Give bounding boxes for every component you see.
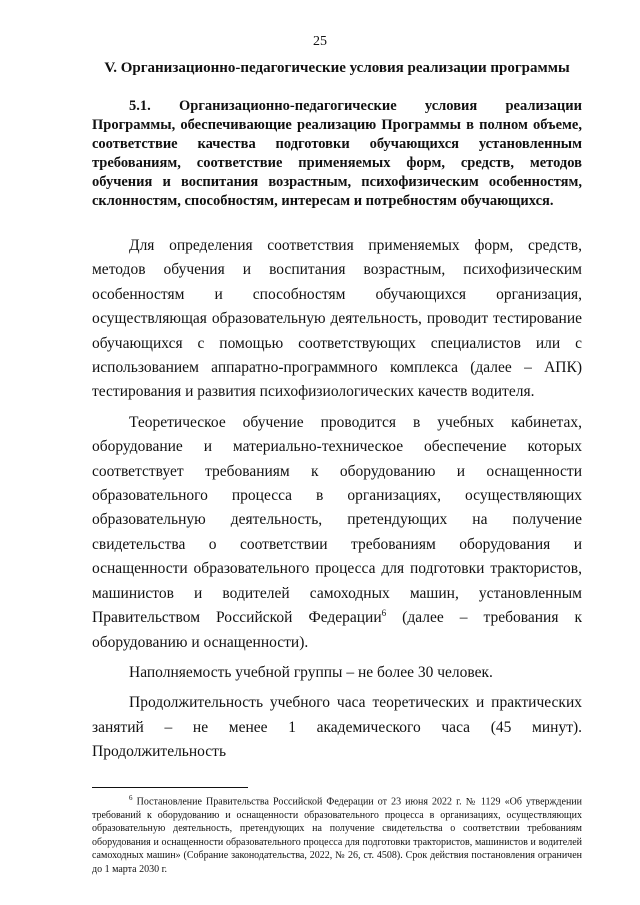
paragraph-theory-training: [92, 411, 582, 655]
footnote-paragraph: [92, 792, 582, 876]
footnote-separator: [92, 787, 248, 788]
paragraph-theory-training-text: Теоретическое обучение проводится в учебных кабинетах, оборудование и материально-техническое обеспечение которых соответствует требованиям к оборудованию и оснащенности образовательного процесса в организациях, осуществляющих образовательную деятельность, претендующих на получение свидетельства о соответствии требованиям оборудования и оснащенности образовательного процесса для подготовки трактористов, машинистов и водителей самоходных машин, установленным Правительством Российской Федерации: [92, 413, 582, 627]
footnote-reference[interactable]: 6: [381, 607, 387, 618]
subsection-title-text: 5.1. Организационно-педагогические условия реализации Программы, обеспечивающие реализацию Программы в полном объеме, соответствие качества подготовки обучающихся установленным требованиям, соответствие применяемых форм, средств, методов обучения и воспитания возрастным, психофизическим особенностям, склонностям, способностям, интересам и потребностям обучающихся.: [92, 98, 582, 209]
subsection-title: [92, 97, 582, 211]
paragraph-testing: Для определения соответствия применяемых форм, средств, методов обучения и воспитания возрастным, психофизическим особенностям и способностям обучающихся организация, осуществляющая образовательную деятельность, проводит тестирование обучающихся с помощью соответствующих специалистов или с использованием аппаратно-программного комплекса (далее – АПК) тестирования и развития психофизиологических качеств водителя.: [92, 237, 582, 401]
paragraph-theory-training-tail: (далее – требования к оборудованию и оснащенности).: [92, 609, 582, 651]
paragraph-group-size: Наполняемость учебной группы – не более 30 человек.: [129, 663, 493, 681]
footnote-text: Постановление Правительства Российской Федерации от 23 июня 2022 г. № 1129 «Об утверждении требований к оборудованию и оснащенности образовательного процесса в организациях, осуществляющих образовательную деятельность, претендующих на получение свидетельства о соответствии требованиям оборудования и оснащенности образовательного процесса для подготовки трактористов, машинистов и водителей самоходных машин» (Собрание законодательства, 2022, № 26, ст. 4508). Срок действия постановления ограничен до 1 марта 2030 г.: [92, 796, 582, 875]
page-number: 25: [313, 34, 327, 49]
section-title: V. Организационно-педагогические условия реализации программы: [104, 60, 570, 76]
body-text: [92, 234, 582, 765]
paragraph-lesson-duration: Продолжительность учебного часа теоретических и практических занятий – не менее 1 академического часа (45 минут). Продолжительность: [92, 694, 582, 761]
footnote: [92, 792, 582, 876]
footnote-marker: 6: [129, 794, 133, 802]
